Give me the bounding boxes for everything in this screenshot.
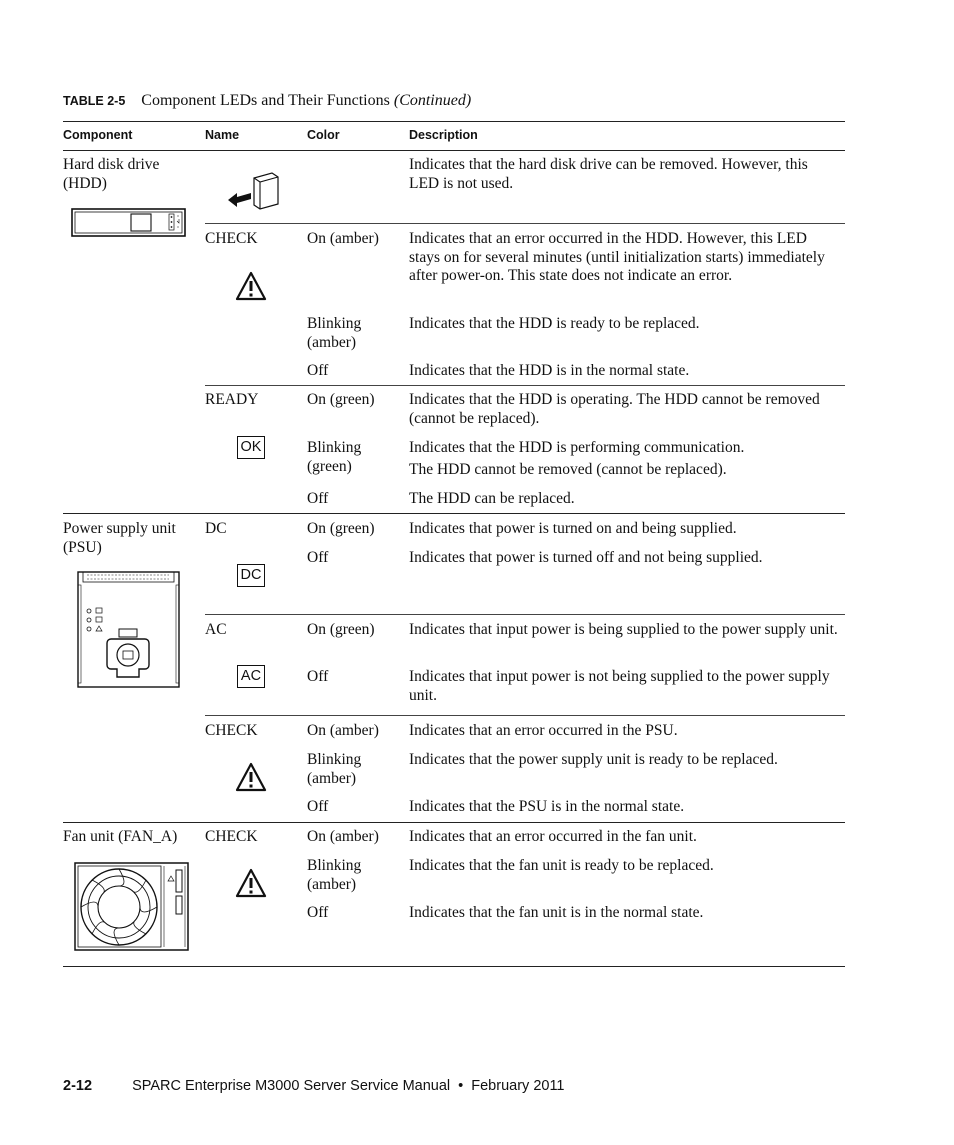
hdd-unit-icon bbox=[71, 208, 187, 238]
psu-check-on-color: On (amber) bbox=[307, 722, 379, 739]
psu-ac-off-desc: Indicates that input power is not being supplied to the power supply unit. bbox=[409, 668, 830, 704]
section-rule bbox=[63, 822, 845, 823]
header-rule bbox=[63, 150, 845, 151]
hdd-ready-blink-color: Blinking (green) bbox=[307, 439, 362, 475]
fan-check-on-desc: Indicates that an error occurred in the fan unit. bbox=[409, 828, 697, 845]
hdd-ready-off-desc: The HDD can be replaced. bbox=[409, 490, 575, 507]
fan-check-on-color: On (amber) bbox=[307, 828, 379, 845]
ac-badge-icon: AC bbox=[237, 665, 265, 688]
warning-icon bbox=[235, 868, 267, 898]
hdd-ready-blink-desc-2: The HDD cannot be removed (cannot be replaced). bbox=[409, 461, 727, 478]
psu-dc-name: DC bbox=[205, 520, 227, 537]
hdd-ready-on-color: On (green) bbox=[307, 391, 375, 408]
fan-check-blink-desc: Indicates that the fan unit is ready to be replaced. bbox=[409, 857, 714, 874]
page-number: 2-12 bbox=[63, 1078, 93, 1094]
hdd-check-name: CHECK bbox=[205, 230, 258, 247]
psu-ac-off-color: Off bbox=[307, 668, 329, 685]
hdd-ready-on-desc: Indicates that the HDD is operating. The HDD cannot be removed (cannot be replaced). bbox=[409, 391, 820, 427]
fan-unit-icon bbox=[74, 862, 190, 952]
header-component: Component bbox=[63, 128, 133, 142]
hdd-check-blink-color: Blinking (amber) bbox=[307, 315, 362, 351]
row-rule bbox=[205, 385, 845, 386]
warning-icon bbox=[235, 271, 267, 301]
table-continued: (Continued) bbox=[393, 92, 472, 109]
hdd-check-on-color: On (amber) bbox=[307, 230, 379, 247]
warning-icon bbox=[235, 762, 267, 792]
psu-check-blink-desc: Indicates that the power supply unit is ready to be replaced. bbox=[409, 751, 778, 768]
psu-dc-off-desc: Indicates that power is turned off and not being supplied. bbox=[409, 549, 763, 566]
hdd-ready-blink-desc-1: Indicates that the HDD is performing communication. bbox=[409, 439, 745, 456]
psu-ac-on-desc: Indicates that input power is being supplied to the power supply unit. bbox=[409, 621, 838, 638]
remove-arrow-icon bbox=[227, 172, 279, 212]
psu-check-off-desc: Indicates that the PSU is in the normal state. bbox=[409, 798, 685, 815]
hdd-check-on-desc: Indicates that an error occurred in the HDD. However, this LED stays on for several minutes (until initialization starts) immediately after power-on. This state does not indicate an error. bbox=[409, 230, 825, 284]
manual-title: SPARC Enterprise M3000 Server Service Manual bbox=[132, 1078, 451, 1094]
footer-bullet: • bbox=[458, 1078, 464, 1094]
psu-check-off-color: Off bbox=[307, 798, 329, 815]
table-title: Component LEDs and Their Functions bbox=[141, 92, 390, 109]
footer-date: February 2011 bbox=[471, 1078, 565, 1094]
page-footer bbox=[63, 1078, 565, 1094]
dc-badge-icon: DC bbox=[237, 564, 265, 587]
section-rule bbox=[63, 513, 845, 514]
psu-ac-name: AC bbox=[205, 621, 227, 638]
fan-check-name: CHECK bbox=[205, 828, 258, 845]
fan-component-label: Fan unit (FAN_A) bbox=[63, 828, 178, 845]
hdd-check-off-desc: Indicates that the HDD is in the normal state. bbox=[409, 362, 690, 379]
psu-ac-on-color: On (green) bbox=[307, 621, 375, 638]
hdd-check-off-color: Off bbox=[307, 362, 329, 379]
header-name: Name bbox=[205, 128, 240, 142]
table-bottom-rule bbox=[63, 966, 845, 967]
table-label: TABLE 2-5 bbox=[63, 94, 126, 108]
header-color: Color bbox=[307, 128, 340, 142]
table-top-rule bbox=[63, 121, 845, 122]
psu-dc-on-desc: Indicates that power is turned on and being supplied. bbox=[409, 520, 737, 537]
psu-check-blink-color: Blinking (amber) bbox=[307, 751, 362, 787]
hdd-remove-desc: Indicates that the hard disk drive can be removed. However, this LED is not used. bbox=[409, 156, 808, 192]
row-rule bbox=[205, 715, 845, 716]
hdd-component-label: Hard disk drive (HDD) bbox=[63, 156, 160, 192]
fan-check-off-color: Off bbox=[307, 904, 329, 921]
psu-unit-icon bbox=[77, 571, 181, 689]
header-description: Description bbox=[409, 128, 478, 142]
fan-check-off-desc: Indicates that the fan unit is in the normal state. bbox=[409, 904, 704, 921]
psu-dc-on-color: On (green) bbox=[307, 520, 375, 537]
table-caption bbox=[63, 92, 471, 110]
fan-check-blink-color: Blinking (amber) bbox=[307, 857, 362, 893]
row-rule bbox=[205, 223, 845, 224]
psu-dc-off-color: Off bbox=[307, 549, 329, 566]
hdd-check-blink-desc: Indicates that the HDD is ready to be replaced. bbox=[409, 315, 700, 332]
row-rule bbox=[205, 614, 845, 615]
psu-component-label: Power supply unit (PSU) bbox=[63, 520, 176, 556]
hdd-ready-off-color: Off bbox=[307, 490, 329, 507]
psu-check-name: CHECK bbox=[205, 722, 258, 739]
hdd-ready-name: READY bbox=[205, 391, 259, 408]
ok-badge-icon: OK bbox=[237, 436, 265, 459]
psu-check-on-desc: Indicates that an error occurred in the PSU. bbox=[409, 722, 678, 739]
